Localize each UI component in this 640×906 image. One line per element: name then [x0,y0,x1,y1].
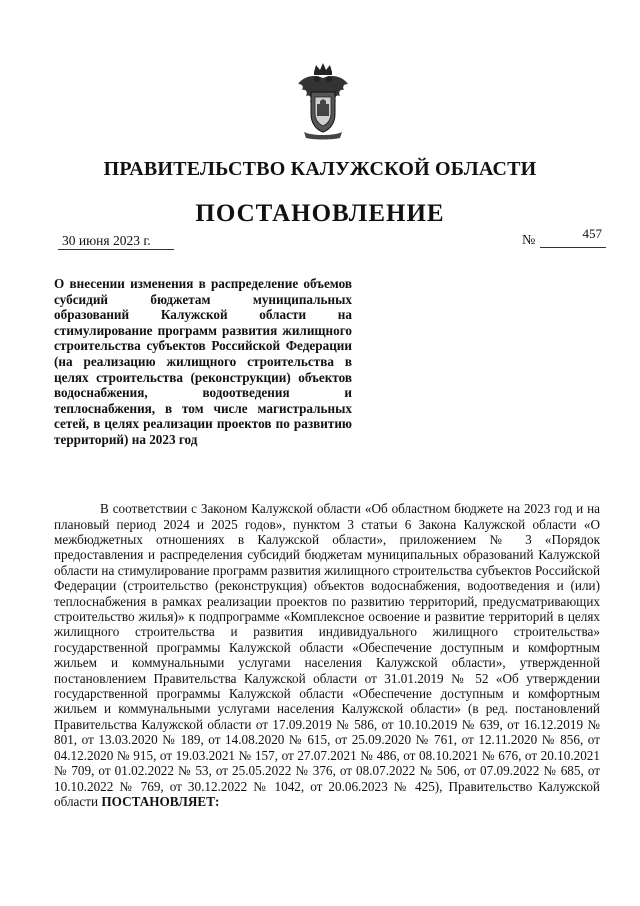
coat-of-arms-icon [296,62,350,140]
issuing-authority: ПРАВИТЕЛЬСТВО КАЛУЖСКОЙ ОБЛАСТИ [103,158,537,180]
resolve-keyword: ПОСТАНОВЛЯЕТ: [101,793,220,809]
preamble-text: В соответствии с Законом Калужской области «Об областном бюджете на 2023 год и на плановый период 2024 и 2025 годов», пунктом 3 статьи 6 Закона Калужской области «О межбюджетных отношениях в Калужской области», приложением № 3 «Порядок предоставления и распределения субсидий бюджетам муниципальных образований Калужской области на стимулирование программ развития жилищного строительства субъектов Российской Федерации (строительство (реконструкция) объектов водоснабжения, водоотведения и (или) теплоснабжения в рамках реализации проектов по развитию территорий, предусматривающих строительство жилья)» к подпрограмме «Комплексное освоение и развитие территорий в целях жилищного строительства и развития индивидуального жилищного строительства» государственной программы Калужской области «Обеспечение доступным и комфортным жильем и коммунальными услугами населения Калужской области», утвержденной постановлением Правительства Калужской области от 31.01.2019 № 52 «Об утверждении государственной программы Калужской области «Обеспечение доступным и комфортным жильем и коммунальными услугами населения Калужской области» (в ред. постановлений Правительства Калужской области от 17.09.2019 № 586, от 10.10.2019 № 639, от 16.12.2019 № 801, от 13.03.2020 № 189, от 14.08.2020 № 615, от 25.09.2020 № 761, от 12.11.2020 № 856, от 04.12.2020 № 915, от 19.03.2021 № 157, от 27.07.2021 № 486, от 08.10.2021 № 676, от 20.10.2021 № 709, от 01.02.2022 № 53, от 25.05.2022 № 376, от 08.07.2022 № 506, от 07.09.2022 № 685, от 10.10.2022 № 769, от 30.12.2022 № 1042, от 20.06.2023 № 425), Правительство Калужской области [54,501,600,809]
document-number: 457 [540,227,606,248]
document-number-label: № [522,233,536,248]
document-type-title: ПОСТАНОВЛЕНИЕ [195,200,445,227]
document-subject: О внесении изменения в распределение объемов субсидий бюджетам муниципальных образований Калужской области на стимулирование программ развития жилищного строительства субъектов Российской Федерации (на реализацию жилищного строительства в целях строительства (реконструкции) объектов водоснабжения, водоотведения и теплоснабжения, в том числе магистральных сетей, в целях реализации проектов по развитию территорий) на 2023 год [54,276,352,447]
document-date: 30 июня 2023 г. [58,233,174,250]
preamble-paragraph [54,501,600,809]
